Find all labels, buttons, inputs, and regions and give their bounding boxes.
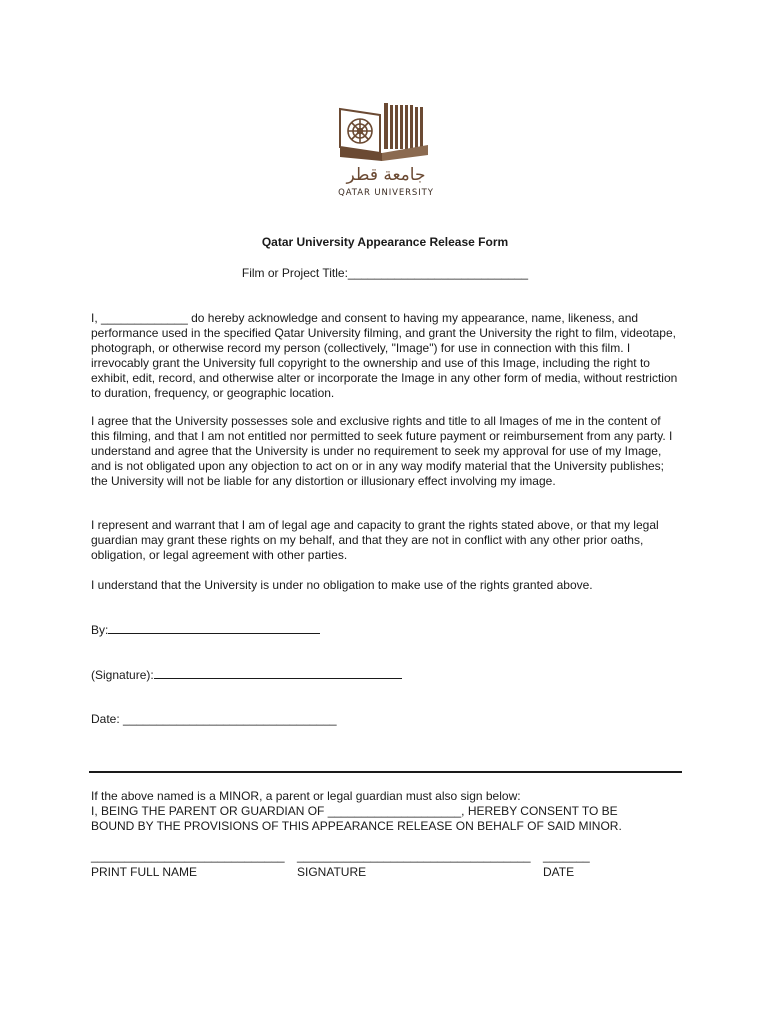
- minor-signature-line[interactable]: ___________________________________: [297, 849, 531, 863]
- obligation-paragraph: I understand that the University is under no obligation to make use of the rights granted above.: [91, 578, 593, 592]
- by-field[interactable]: [91, 623, 320, 637]
- print-name-line[interactable]: _____________________________: [91, 849, 285, 863]
- minor-date-label: DATE: [543, 865, 575, 879]
- signature-line[interactable]: [154, 678, 402, 679]
- minor-bound-line: BOUND BY THE PROVISIONS OF THIS APPEARANCE RELEASE ON BEHALF OF SAID MINOR.: [91, 819, 622, 833]
- minor-signature-label: SIGNATURE: [297, 865, 367, 879]
- date-field[interactable]: Date: ________________________________: [91, 712, 337, 726]
- print-name-label: PRINT FULL NAME: [91, 865, 198, 879]
- rights-paragraph: I agree that the University possesses sole and exclusive rights and title to all Images of me in the content of this filming, and that I am not entitled nor permitted to seek future payment or reimbursement from any party. I understand and agree that the University is under no requirement to seek my approval for use of my Image, and is not obligated upon any objection to act on or in any way modify material that the University publishes; the University will not be liable for any distortion or illusionary effect involving my image.: [91, 414, 673, 488]
- minor-date-line[interactable]: _______: [543, 849, 590, 863]
- minor-intro: If the above named is a MINOR, a parent or legal guardian must also sign below:: [91, 789, 521, 803]
- warranty-paragraph: I represent and warrant that I am of legal age and capacity to grant the rights stated above, or that my legal guardian may grant these rights on my behalf, and that they are not in conflict with any other prior oaths, obligation, or legal agreement with other parties.: [91, 518, 659, 562]
- minor-signature-field[interactable]: [297, 848, 531, 880]
- signature-label: (Signature):: [91, 668, 154, 682]
- logo-arabic-text: جامعة قطر: [346, 165, 426, 185]
- film-title-field[interactable]: Film or Project Title:___________________________: [241, 266, 529, 280]
- minor-consent-line: I, BEING THE PARENT OR GUARDIAN OF ____________________, HEREBY CONSENT TO BE: [91, 804, 618, 818]
- section-divider: [89, 771, 682, 773]
- by-label: By:: [91, 623, 109, 637]
- by-line[interactable]: [108, 633, 320, 634]
- print-name-field[interactable]: [91, 848, 285, 880]
- signature-field[interactable]: [91, 668, 402, 682]
- minor-date-field[interactable]: [543, 848, 590, 880]
- consent-paragraph: I, _____________ do hereby acknowledge and consent to having my appearance, name, likeness, and performance used in the specified Qatar University filming, and grant the University the right to film, videotape, photograph, or otherwise record my person (collectively, "Image") for use in connection with this film. I irrevocably grant the University full copyright to the ownership and use of this Image, including the right to exhibit, edit, record, and otherwise alter or incorporate the Image in any other form of media, without restriction to duration, frequency, or geographic location.: [91, 311, 678, 400]
- logo-emblem-icon: [336, 103, 436, 165]
- logo-english-text: QATAR UNIVERSITY: [338, 188, 434, 198]
- form-title: Qatar University Appearance Release Form: [261, 235, 509, 249]
